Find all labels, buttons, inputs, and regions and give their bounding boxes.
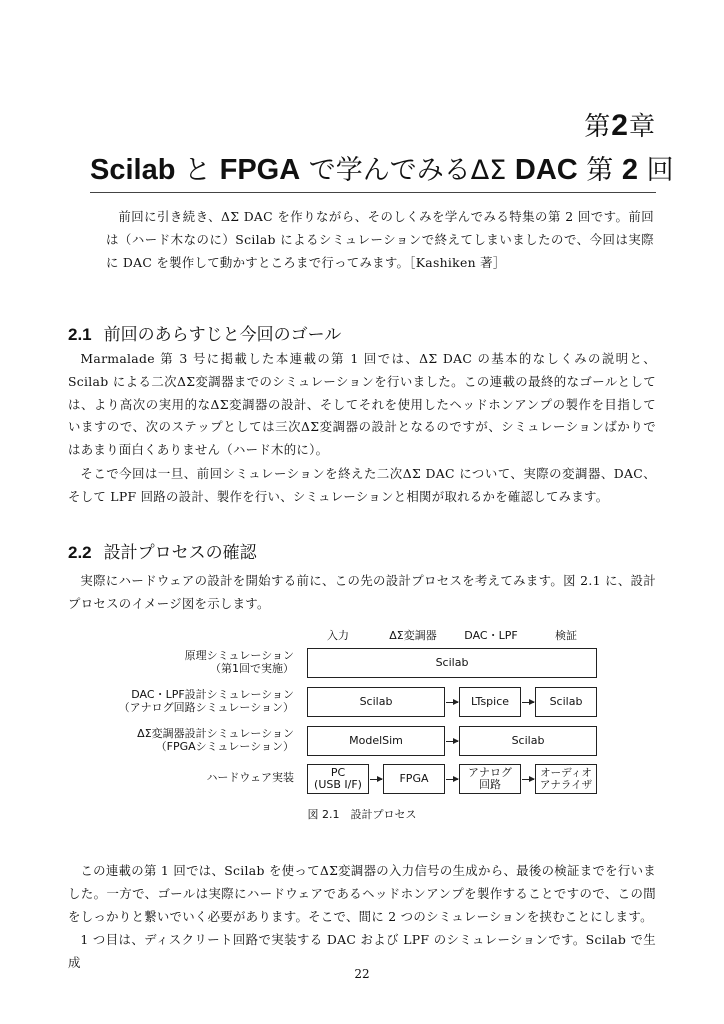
column-header-input: 入力 xyxy=(327,629,349,642)
arrow-row3 xyxy=(446,741,458,742)
arrow-row4-b xyxy=(446,779,458,780)
arrow-row2-a xyxy=(446,702,458,703)
page-number: 22 xyxy=(354,967,370,981)
arrow-row4-c xyxy=(522,779,534,780)
after-figure-paragraph-1: この連載の第 1 回では、Scilab を使ってΔΣ変調器の入力信号の生成から、最後の検証までを行いました。一方で、ゴールは実際にハードウェアであるヘッドホンアンプを製作することですので、この間をしっかりと繋いでいく必要があります。そこで、間に 2 つのシミュレーションを挟むことにします。 xyxy=(68,863,656,924)
row-label-modulator-sim: ΔΣ変調器設計シミュレーション （FPGAシミュレーション） xyxy=(137,727,294,753)
after-figure-paragraph-2: 1 つ目は、ディスクリート回路で実装する DAC および LPF のシミュレーションです。Scilab で生成 xyxy=(68,932,656,970)
section-2-1-paragraph-1: Marmalade 第 3 号に掲載した本連載の第 1 回では、ΔΣ DAC の基本的なしくみの説明と、Scilab による二次ΔΣ変調器までのシミュレーションを行いました。この連載の最終的なゴールとしては、より高次の実用的なΔΣ変調器の設計、そしてそれを使用したヘッドホンアンプの製作を目指していますので、次のステップとしては三次ΔΣ変調器の設計となるのですが、シミュレーションばかりではあまり面白くありません（ハード木的に）。 xyxy=(68,351,656,458)
section-2-2-paragraph-1: 実際にハードウェアの設計を開始する前に、この先の設計プロセスを考えてみます。図 2.1 に、設計プロセスのイメージ図を示します。 xyxy=(68,573,656,611)
column-header-modulator: ΔΣ変調器 xyxy=(389,629,437,642)
chapter-number: 第2章 xyxy=(584,109,656,142)
title-rule xyxy=(90,192,656,193)
row-label-hardware: ハードウェア実装 xyxy=(206,771,294,784)
column-header-dac-lpf: DAC・LPF xyxy=(464,629,518,642)
figure-caption: 図 2.1 設計プロセス xyxy=(307,808,417,821)
box-modelsim: ModelSim xyxy=(307,726,445,756)
row-label-dac-lpf-sim: DAC・LPF設計シミュレーション （アナログ回路シミュレーション） xyxy=(118,688,294,714)
column-header-verification: 検証 xyxy=(555,629,577,642)
box-analog-circuit: アナログ 回路 xyxy=(459,764,521,794)
box-ltspice: LTspice xyxy=(459,687,521,717)
box-pc-usb: PC (USB I/F) xyxy=(307,764,369,794)
chapter-title: Scilab と FPGA で学んでみるΔΣ DAC 第 2 回 xyxy=(90,154,674,186)
box-audio-analyzer: オーディオ アナライザ xyxy=(535,764,597,794)
box-scilab-modulator: Scilab xyxy=(459,726,597,756)
arrow-row4-a xyxy=(370,779,382,780)
section-2-1-paragraph-2: そこで今回は一旦、前回シミュレーションを終えた二次ΔΣ DAC について、実際の変調器、DAC、そして LPF 回路の設計、製作を行い、シミュレーションと相関が取れるかを確認してみます。 xyxy=(68,466,656,504)
box-scilab-principle: Scilab xyxy=(307,648,597,678)
box-scilab-dac-verify: Scilab xyxy=(535,687,597,717)
box-fpga: FPGA xyxy=(383,764,445,794)
arrow-row2-b xyxy=(522,702,534,703)
section-heading-2-1: 2.1 前回のあらすじと今回のゴール xyxy=(68,325,342,345)
abstract: 前回に引き続き、ΔΣ DAC を作りながら、そのしくみを学んでみる特集の第 2 回です。前回は（ハード木なのに）Scilab によるシミュレーションで終えてしまいましたので、今回は実際に DAC を製作して動かすところまで行ってみます。［Kashiken 著］ xyxy=(106,209,654,270)
row-label-principle-sim: 原理シミュレーション （第1回で実施） xyxy=(184,649,294,675)
section-heading-2-2: 2.2 設計プロセスの確認 xyxy=(68,543,257,563)
box-scilab-dac-input: Scilab xyxy=(307,687,445,717)
